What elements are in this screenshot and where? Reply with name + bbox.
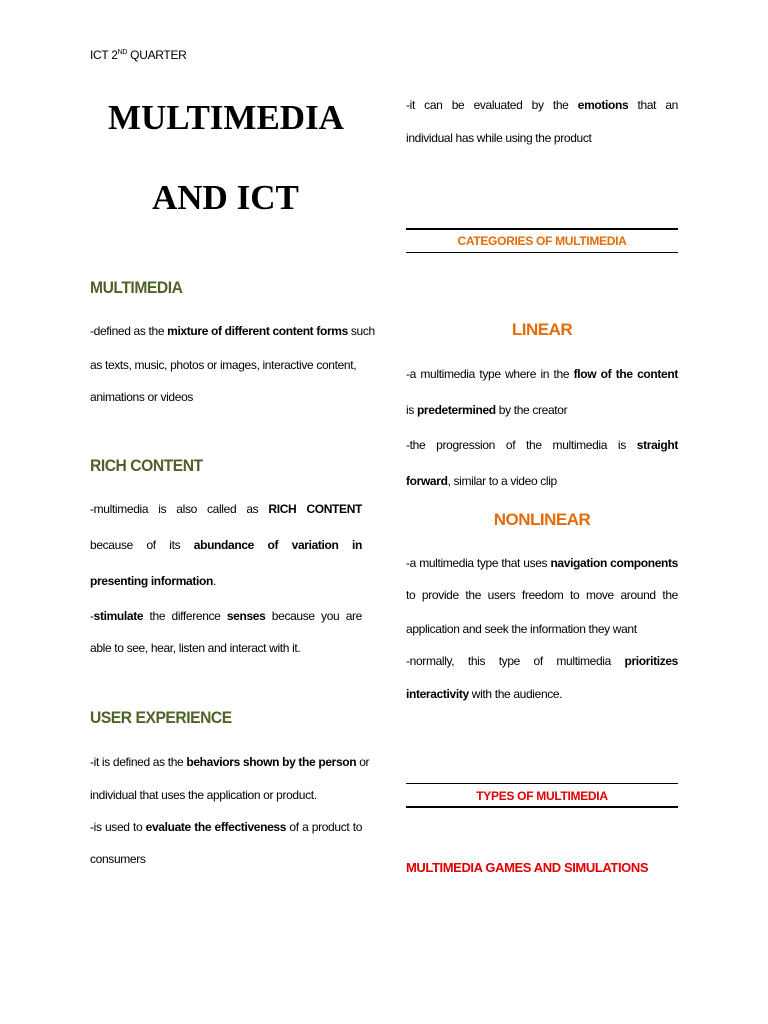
bold-text: senses xyxy=(226,609,266,623)
multimedia-line-1 xyxy=(90,324,375,338)
bold-text: navigation components xyxy=(550,556,678,570)
heading-nonlinear: NONLINEAR xyxy=(493,510,591,529)
heading-games-simulations: MULTIMEDIA GAMES AND SIMULATIONS xyxy=(406,860,649,875)
text: is xyxy=(406,403,417,417)
text: . xyxy=(212,574,216,588)
rich-line-1 xyxy=(90,502,362,516)
bold-text: presenting information xyxy=(90,574,213,588)
divider-types-top xyxy=(406,783,678,784)
bold-text: forward xyxy=(406,474,448,488)
nonlinear-line-4 xyxy=(406,654,678,668)
bold-text: emotions xyxy=(577,98,629,112)
linear-line-1 xyxy=(406,367,678,381)
text: -defined as the xyxy=(90,324,168,338)
divider-bottom xyxy=(406,252,678,253)
ux-line-4: consumers xyxy=(90,852,146,866)
bold-text: prioritizes xyxy=(624,654,678,668)
linear-line-2 xyxy=(406,403,678,417)
text: with the audience. xyxy=(468,687,563,701)
ux-line-3 xyxy=(90,820,362,834)
heading-multimedia: MULTIMEDIA xyxy=(90,278,183,297)
linear-line-3 xyxy=(406,438,678,452)
text: or xyxy=(356,755,370,769)
header-sup: ND xyxy=(117,49,128,56)
nonlinear-line-2: to provide the users freedom to move around the xyxy=(406,588,678,602)
text: because you are xyxy=(265,609,362,623)
nonlinear-line-3: application and seek the information they want xyxy=(406,622,637,636)
rich-line-4 xyxy=(90,609,362,623)
bold-text: flow of the content xyxy=(573,367,678,381)
text: -the progression of the multimedia is xyxy=(406,438,637,452)
text: -a multimedia type where in the xyxy=(406,367,574,381)
bold-text: mixture of different content forms xyxy=(167,324,348,338)
header-suffix: QUARTER xyxy=(127,48,187,62)
title-line-1: MULTIMEDIA xyxy=(108,98,344,137)
multimedia-line-2: as texts, music, photos or images, interactive content, xyxy=(90,358,357,372)
ux-line-2: individual that uses the application or product. xyxy=(90,788,317,802)
text: of a product to xyxy=(286,820,363,834)
text: the difference xyxy=(143,609,227,623)
bold-text: straight xyxy=(636,438,678,452)
text: by the creator xyxy=(495,403,568,417)
emotions-line-1 xyxy=(406,98,678,112)
ux-line-1 xyxy=(90,755,370,769)
emotions-line-2: individual has while using the product xyxy=(406,131,592,145)
header-prefix: ICT 2 xyxy=(90,48,118,62)
page-header xyxy=(90,48,187,62)
rich-line-3 xyxy=(90,574,362,588)
text: , similar to a video clip xyxy=(447,474,557,488)
bold-text: behaviors shown by the person xyxy=(186,755,357,769)
bold-text: abundance of variation in xyxy=(193,538,362,552)
bold-text: stimulate xyxy=(93,609,144,623)
divider-top xyxy=(406,228,678,230)
rich-line-5: able to see, hear, listen and interact with it. xyxy=(90,641,301,655)
text: -is used to xyxy=(90,820,146,834)
bold-text: RICH CONTENT xyxy=(268,502,362,516)
text: -normally, this type of multimedia xyxy=(406,654,625,668)
text: because of its xyxy=(90,538,194,552)
heading-rich-content: RICH CONTENT xyxy=(90,456,203,475)
text: -multimedia is also called as xyxy=(90,502,269,516)
bold-text: predetermined xyxy=(416,403,496,417)
text: -a multimedia type that uses xyxy=(406,556,551,570)
heading-linear: LINEAR xyxy=(511,320,573,339)
text: -it can be evaluated by the xyxy=(406,98,578,112)
text: such xyxy=(347,324,375,338)
text: -it is defined as the xyxy=(90,755,187,769)
nonlinear-line-5 xyxy=(406,687,678,701)
divider-types-bottom xyxy=(406,806,678,808)
multimedia-line-3: animations or videos xyxy=(90,390,194,404)
types-label: TYPES OF MULTIMEDIA xyxy=(476,789,608,803)
bold-text: interactivity xyxy=(406,687,469,701)
bold-text: evaluate the effectiveness xyxy=(145,820,287,834)
nonlinear-line-1 xyxy=(406,556,678,570)
heading-user-experience: USER EXPERIENCE xyxy=(90,708,232,727)
title-line-2: AND ICT xyxy=(152,178,299,217)
linear-line-4 xyxy=(406,474,678,488)
categories-label: CATEGORIES OF MULTIMEDIA xyxy=(457,234,627,248)
text: that an xyxy=(628,98,679,112)
rich-line-2 xyxy=(90,538,362,552)
text: - xyxy=(90,609,94,623)
